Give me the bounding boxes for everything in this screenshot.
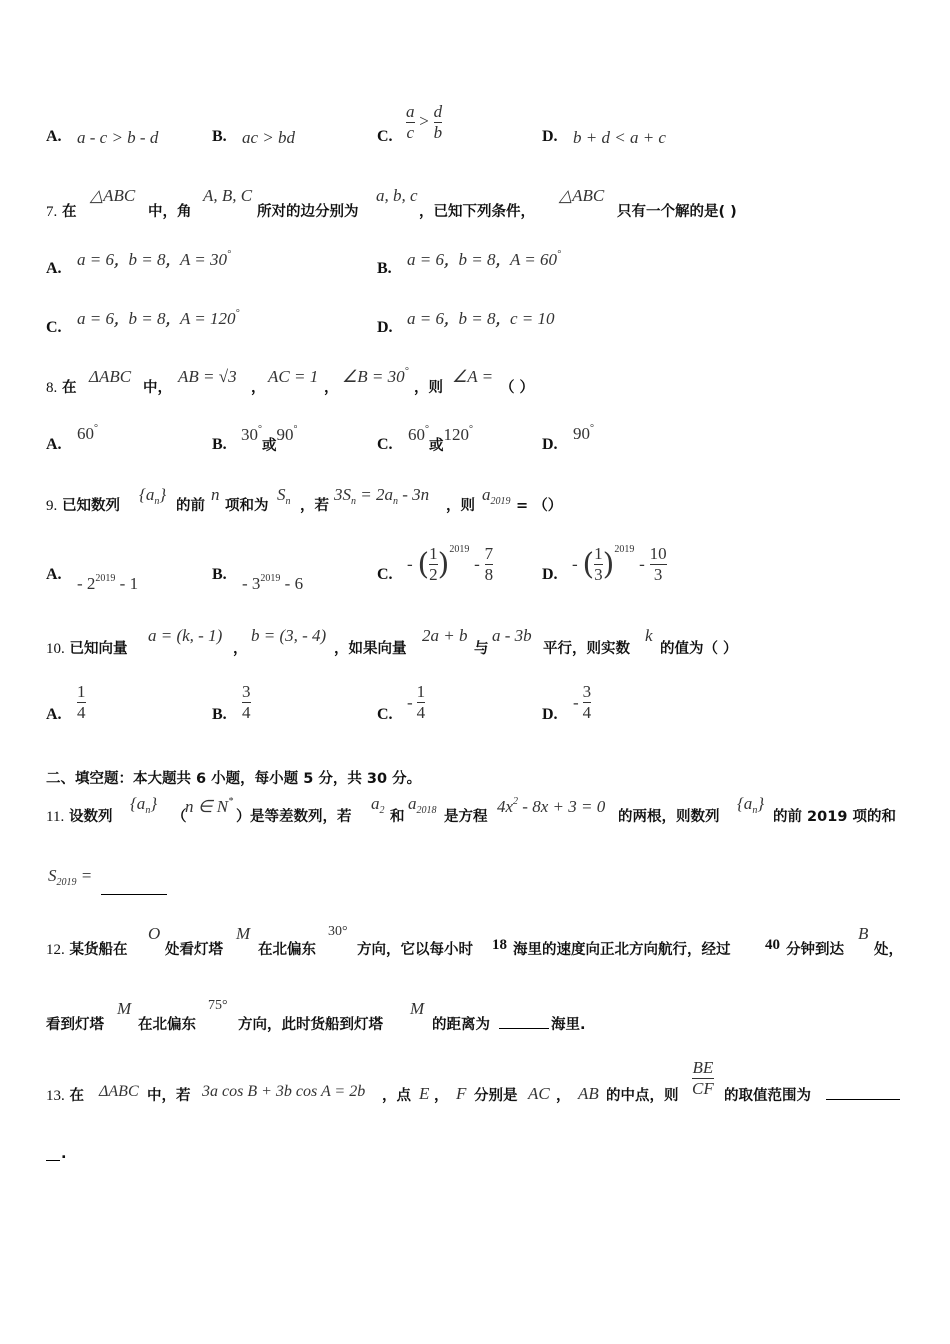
- q12-o: O: [148, 924, 161, 943]
- q13-triangle: ΔABC: [99, 1083, 139, 1100]
- q11-a2018: $a_{2018}$: [408, 794, 437, 816]
- q7-triangle: △ABC: [90, 186, 136, 205]
- q13-number: 13.: [46, 1088, 65, 1104]
- q11-text-4: 是方程: [444, 809, 488, 825]
- q7-sides: a, b, c: [376, 186, 418, 205]
- q10-text-2: ，如果向量: [334, 641, 407, 657]
- q10-options: [0, 682, 950, 732]
- q12-text-7: 处，: [874, 942, 903, 958]
- q12-time: 40: [765, 937, 780, 953]
- q7-text-5: 只有一个解的是( ): [617, 204, 737, 220]
- q8-ab: AB = √3: [178, 367, 237, 386]
- q7-stem: [0, 186, 950, 226]
- q13-text-6: 的取值范围为: [724, 1088, 811, 1104]
- q9-options: [0, 544, 950, 594]
- q13-line-2: [0, 1144, 950, 1184]
- q13-f: F: [456, 1084, 467, 1103]
- q7-options-row-2: [0, 305, 950, 345]
- q7-option-d-label: D.: [377, 319, 393, 336]
- q11-answer-blank[interactable]: [101, 880, 167, 895]
- q7-options-row-1: [0, 246, 950, 286]
- q13-text-5: 的中点，则: [606, 1088, 679, 1104]
- q8-stem: 8. 在 ΔABC 中， AB = √3 ， AC = 1 ， ∠B = 30° ，则 ∠A = （ ）: [46, 366, 535, 396]
- q9-option-c-label: C.: [377, 566, 393, 583]
- q8-number: 8.: [46, 380, 58, 396]
- q8-text-4: （ ）: [500, 380, 535, 396]
- q9-text-3: 项和为: [225, 498, 269, 514]
- q12-text-6: 分钟到达: [786, 942, 844, 958]
- q8-option-b-val: 30°或90°: [241, 424, 298, 454]
- q8-option-b-label: B.: [212, 436, 227, 453]
- q11-number: 11.: [46, 809, 65, 825]
- q9-option-d-expr: - ( $\frac{1}{3}$ )$^{2019}$ - $\frac{10}{3}$: [572, 544, 667, 584]
- q10-option-c-label: C.: [377, 706, 393, 723]
- q12-text-11: 的距离为: [432, 1017, 490, 1033]
- q9-n: n: [211, 485, 220, 504]
- q12-text-10: 方向，此时货船到灯塔: [238, 1017, 383, 1033]
- q9-text-4: ，若: [300, 498, 329, 514]
- q12-answer-blank[interactable]: [499, 1014, 549, 1029]
- q12-number: 12.: [46, 942, 65, 958]
- q9-text-5: ，则: [446, 498, 475, 514]
- q12-angle-1: 30°: [328, 924, 348, 939]
- q6-c-den1: c: [406, 123, 415, 142]
- q6-option-a-expr: a - c > b - d: [77, 128, 159, 147]
- q6-option-b-label: B.: [212, 128, 227, 145]
- q12-text-5: 海里的速度向正北方向航行，经过: [513, 942, 731, 958]
- q12-m-2: M: [117, 999, 132, 1018]
- q9-text-6: = （）: [516, 498, 563, 514]
- q8-option-c-label: C.: [377, 436, 393, 453]
- q6-option-b-expr: ac > bd: [242, 128, 296, 147]
- q10-option-a-expr: $\frac{1}{4}$: [77, 682, 86, 722]
- q10-option-b-expr: $\frac{3}{4}$: [242, 682, 251, 722]
- q13-equation: 3a cos B + 3b cos A = 2b: [202, 1083, 366, 1100]
- q10-option-d-expr: - $\frac{3}{4}$: [573, 682, 592, 722]
- q9-option-a-expr: - $2^{2019} - 1$: [77, 573, 139, 593]
- q6-c-num2: d: [433, 102, 443, 121]
- q10-option-c-expr: - $\frac{1}{4}$: [407, 682, 426, 722]
- q12-text-8: 看到灯塔: [46, 1017, 104, 1033]
- q9-sequence: $\{a_n\}$: [139, 485, 167, 507]
- q7-angles: A, B, C: [203, 186, 253, 205]
- q10-text-1: 已知向量: [69, 641, 128, 657]
- q11-text-2: 是等差数列，若: [250, 809, 352, 825]
- q9-option-c-expr: - ( $\frac{1}{2}$ )$^{2019}$ - $\frac{7}{8}$: [407, 544, 494, 584]
- q8-option-a-label: A.: [46, 436, 62, 453]
- q8-angle-a: ∠A =: [452, 367, 494, 386]
- q13-stem: 13. 在 ΔABC 中，若 3a cos B + 3b cos A = 2b ，点 E ， F 分别是 AC ， AB 的中点，则 $\frac{BE}{CF}$ 的取值范围为: [0, 1058, 950, 1108]
- q8-option-d-val: 90°: [573, 423, 594, 443]
- q7-option-a-expr: a = 6，b = 8，A = 30°: [77, 249, 232, 269]
- q13-answer-blank-cont[interactable]: [46, 1146, 60, 1161]
- q13-frac-num: BE: [692, 1058, 714, 1077]
- q11-sum: $S_{2019}$ =: [48, 866, 93, 888]
- q7-text-3: 所对的边分别为: [257, 204, 359, 220]
- q8-text-3: ，则: [414, 380, 443, 396]
- q10-option-b-label: B.: [212, 706, 227, 723]
- q12-text-9: 在北偏东: [138, 1017, 196, 1033]
- q6-c-op: >: [419, 111, 429, 131]
- q8-text-2: 中，: [143, 380, 172, 396]
- q9-equation: $3S_n = 2a_n - 3n$: [334, 485, 430, 507]
- q9-s: $S_n$: [277, 485, 291, 507]
- q11-condition: n ∈ N*: [185, 796, 234, 816]
- q7-triangle-2: △ABC: [559, 186, 605, 205]
- q8-option-d-label: D.: [542, 436, 558, 453]
- q13-text-1: 在: [69, 1088, 85, 1104]
- q10-expr-1: 2a + b: [422, 626, 468, 645]
- q6-option-d-label: D.: [542, 128, 558, 145]
- q13-text-3: ，点: [382, 1088, 411, 1104]
- q6-option-c-label: C.: [377, 128, 393, 145]
- q13-answer-blank[interactable]: [826, 1085, 900, 1100]
- q11-sequence: $\{a_n\}$: [130, 794, 158, 816]
- q7-option-c-expr: a = 6，b = 8，A = 120°: [77, 308, 240, 328]
- q10-stem: 10. 已知向量 a = (k, - 1) ， b = (3, - 4) ，如果向量 2a + b 与 a - 3b 平行，则实数 k 的值为（ ）: [46, 626, 738, 657]
- q12-line-2: [0, 998, 950, 1038]
- q11-text-6: 的前 2019 项的和: [773, 809, 896, 825]
- q12-m-3: M: [410, 999, 425, 1018]
- q10-vector-a: a = (k, - 1): [148, 626, 223, 645]
- q12-text-4: 方向，它以每小时: [357, 942, 473, 958]
- q9-text-2: 的前: [176, 498, 205, 514]
- q13-fraction: [692, 1058, 714, 1099]
- q12-text-1: 某货船在: [69, 942, 128, 958]
- q11-sequence-2: $\{a_n\}$: [737, 794, 765, 816]
- q10-expr-2: a - 3b: [492, 626, 532, 645]
- q13-end: .: [61, 1146, 67, 1162]
- q10-text-4: 平行，则实数: [543, 641, 630, 657]
- q12-text-2: 处看灯塔: [165, 942, 223, 958]
- section-2-title: 二、填空题：本大题共 6 小题，每小题 5 分，共 30 分。: [46, 771, 422, 787]
- q10-text-3: 与: [474, 641, 489, 657]
- q10-vector-b: b = (3, - 4): [251, 626, 327, 645]
- q11-text-3: 和: [390, 809, 405, 825]
- q11-equation: $4x^2 - 8x + 3 = 0$: [497, 796, 606, 816]
- q9-option-a-label: A.: [46, 566, 62, 583]
- q10-number: 10.: [46, 641, 65, 657]
- q9-target: $a_{2019}$: [482, 485, 511, 507]
- q8-option-a-val: 60°: [77, 423, 98, 443]
- q8-angle-b: ∠B = 30°: [342, 366, 409, 386]
- q7-text-2: 中，角: [148, 204, 192, 220]
- q10-text-5: 的值为（ ）: [660, 641, 738, 657]
- q6-option-a-label: A.: [46, 128, 62, 145]
- q6-option-d-expr: b + d < a + c: [573, 128, 666, 147]
- q8-triangle: ΔABC: [89, 367, 132, 386]
- q13-ac: AC: [528, 1084, 550, 1103]
- q7-text-4: ，已知下列条件，: [419, 204, 535, 220]
- q13-text-2: 中，若: [147, 1088, 191, 1104]
- q9-option-b-label: B.: [212, 566, 227, 583]
- q10-option-a-label: A.: [46, 706, 62, 723]
- q12-line-1: [0, 924, 950, 964]
- q9-stem: [0, 483, 950, 523]
- q7-option-d-expr: a = 6，b = 8，c = 10: [407, 309, 555, 328]
- q7-option-a-label: A.: [46, 260, 62, 277]
- q11-stem: 11. 设数列 $\{a_n\}$ （ n ∈ N* ） 是等差数列，若 $a_2$ 和 $a_{2018}$ 是方程 $4x^2 - 8x + 3 = 0$ 的两根，则数列 $\{a_n\}$ 的前 2019 项的和: [46, 794, 896, 825]
- q12-text-12: 海里.: [551, 1017, 586, 1033]
- q8-ac: AC = 1: [268, 367, 319, 386]
- q7-text-1: 在: [62, 204, 77, 220]
- q13-e: E: [419, 1084, 430, 1103]
- q11-a2: $a_2$: [371, 794, 385, 816]
- q13-text-4: 分别是: [474, 1088, 518, 1104]
- q12-m: M: [236, 924, 251, 943]
- q7-option-c-label: C.: [46, 319, 62, 336]
- q11-text-1: 设数列: [68, 809, 113, 825]
- q7-option-b-expr: a = 6，b = 8，A = 60°: [407, 249, 562, 269]
- q11-text-5: 的两根，则数列: [618, 809, 720, 825]
- q11-answer: [0, 862, 950, 902]
- q13-frac-den: CF: [692, 1079, 714, 1098]
- q12-speed: 18: [492, 937, 507, 953]
- q8-options: [0, 424, 950, 464]
- q12-text-3: 在北偏东: [258, 942, 316, 958]
- q9-number: 9.: [46, 498, 58, 514]
- q9-text-1: 已知数列: [62, 498, 121, 514]
- q6-option-c-expr: [406, 102, 442, 143]
- q13-ab: AB: [578, 1084, 599, 1103]
- q9-option-b-expr: - $3^{2019} - 6$: [242, 573, 304, 593]
- q9-option-d-label: D.: [542, 566, 558, 583]
- q6-c-den2: b: [433, 123, 443, 142]
- q8-option-c-val: 60°或120°: [408, 424, 473, 454]
- q7-option-b-label: B.: [377, 260, 392, 277]
- q6-c-num1: a: [406, 102, 415, 121]
- q10-option-d-label: D.: [542, 706, 558, 723]
- q7-number: 7.: [46, 204, 58, 220]
- q12-angle-2: 75°: [208, 998, 228, 1013]
- q6-options: [0, 102, 950, 158]
- q12-b: B: [858, 924, 869, 943]
- q8-text-1: 在: [62, 380, 77, 396]
- q10-k: k: [645, 626, 653, 645]
